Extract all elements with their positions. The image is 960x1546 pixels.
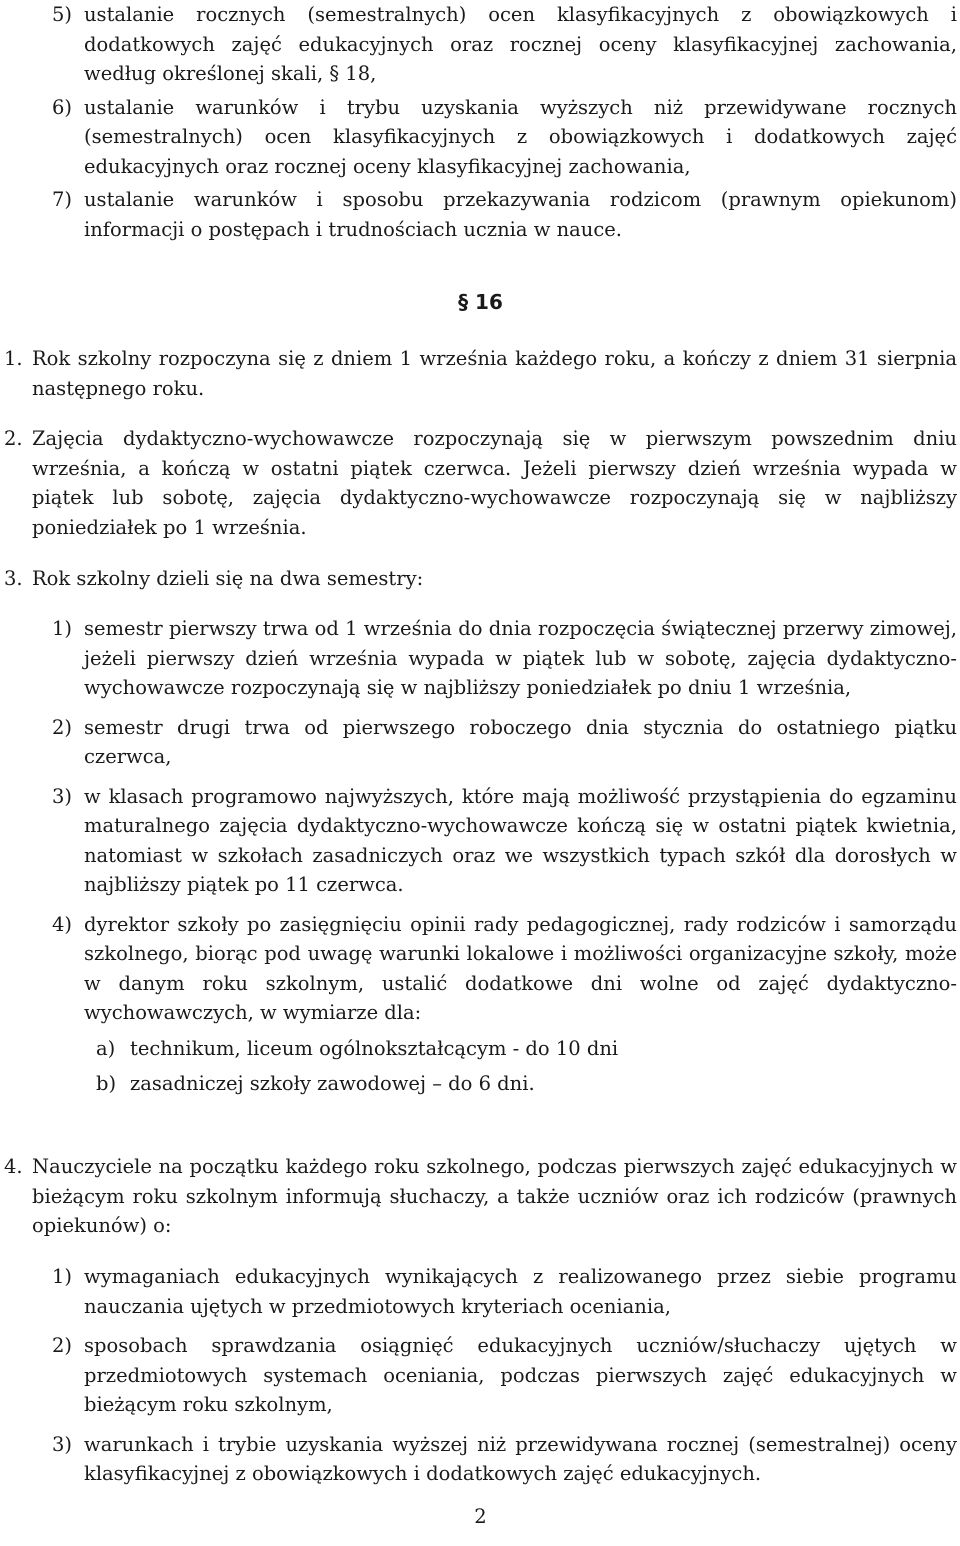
paragraph-text: Rok szkolny rozpoczyna się z dniem 1 września każdego roku, a kończy z dniem 31 sierpnia następnego roku.	[32, 347, 957, 400]
paragraph-number: 2.	[4, 427, 23, 450]
sub-list-item-text: technikum, liceum ogólnokształcącym - do 10 dni	[130, 1036, 619, 1060]
paragraph-1	[4, 344, 957, 403]
list-item-text: wymaganiach edukacyjnych wynikających z realizowanego przez siebie programu nauczania ujętych w przedmiotowych kryteriach oceniania,	[84, 1265, 957, 1318]
list-item-number: 1)	[52, 1265, 73, 1288]
list-item-text: ustalanie warunków i trybu uzyskania wyższych niż przewidywane rocznych (semestralnych) ocen klasyfikacyjnych z obowiązkowych i dodatkowych zajęć edukacyjnych oraz rocznej oceny klasyfikacyjnej zachowania,	[84, 95, 957, 178]
paragraph-3	[4, 564, 957, 594]
list-item-number: 2)	[52, 1334, 73, 1357]
paragraph-number: 4.	[4, 1155, 23, 1178]
list-item-number: 3)	[52, 784, 73, 808]
top-list	[4, 0, 957, 244]
sub-list-item-letter: b)	[96, 1072, 117, 1095]
paragraph-text: Rok szkolny dzieli się na dwa semestry:	[32, 567, 424, 590]
list-item	[4, 1262, 957, 1321]
list-item-number: 5)	[52, 3, 73, 26]
paragraph	[4, 424, 957, 542]
paragraph-2	[4, 424, 957, 542]
paragraph	[4, 1152, 957, 1241]
section-heading: § 16	[458, 290, 503, 314]
list-item-text: w klasach programowo najwyższych, które mają możliwość przystąpienia do egzaminu maturalnego zajęcia dydaktyczno-wychowawcze kończą się w ostatni piątek kwietnia, natomiast w szkołach zasadniczych oraz we wszystkich typach szkół dla dorosłych w najbliższy piątek po 11 czerwca.	[84, 784, 957, 896]
list-item-text: semestr drugi trwa od pierwszego roboczego dnia stycznia do ostatniego piątku czerwca,	[84, 715, 957, 768]
list-item	[4, 910, 957, 1028]
paragraph	[4, 344, 957, 403]
semester-list	[4, 614, 957, 1099]
list-item-number: 4)	[52, 912, 73, 936]
list-item-number: 7)	[52, 188, 73, 211]
sub-list-item	[4, 1069, 957, 1099]
list-item-number: 1)	[52, 617, 73, 640]
paragraph	[4, 564, 957, 594]
sub-list-item-text: zasadniczej szkoły zawodowej – do 6 dni.	[130, 1072, 535, 1095]
list-item	[4, 93, 957, 182]
list-item	[4, 1430, 957, 1489]
list-item-text: warunkach i trybie uzyskania wyższej niż przewidywana rocznej (semestralnej) oceny klasyfikacyjnej z obowiązkowych i dodatkowych zajęć edukacyjnych.	[84, 1432, 957, 1485]
list-item	[4, 782, 957, 900]
list-item-number: 6)	[52, 95, 73, 119]
page-number: 2	[474, 1505, 487, 1528]
paragraph-4	[4, 1152, 957, 1241]
list-item	[4, 185, 957, 244]
list-item-number: 2)	[52, 715, 73, 739]
list-item-text: sposobach sprawdzania osiągnięć edukacyjnych uczniów/słuchaczy ujętych w przedmiotowych systemach oceniania, podczas pierwszych zajęć edukacyjnych w bieżącym roku szkolnym,	[84, 1334, 957, 1416]
paragraph-number: 3.	[4, 567, 23, 590]
paragraph-text: Zajęcia dydaktyczno-wychowawcze rozpoczynają się w pierwszym powszednim dniu września, a kończą w ostatni piątek czerwca. Jeżeli pierwszy dzień września wypada w piątek lub sobotę, zajęcia dydaktyczno-wychowawcze rozpoczynają się w najbliższy poniedziałek po 1 września.	[32, 427, 957, 539]
sub-list-item	[4, 1034, 957, 1064]
list-item	[4, 614, 957, 703]
paragraph-number: 1.	[4, 347, 23, 370]
list-item	[4, 713, 957, 772]
list-item-text: semestr pierwszy trwa od 1 września do dnia rozpoczęcia świątecznej przerwy zimowej, jeżeli pierwszy dzień września wypada w piątek lub w sobotę, zajęcia dydaktyczno-wychowawcze rozpoczynają się w najbliższy poniedziałek po dniu 1 września,	[84, 617, 957, 699]
inform-list	[4, 1262, 957, 1489]
list-item-text: ustalanie warunków i sposobu przekazywania rodzicom (prawnym opiekunom) informacji o postępach i trudnościach ucznia w nauce.	[84, 188, 957, 241]
list-item	[4, 0, 957, 89]
list-item-text: dyrektor szkoły po zasięgnięciu opinii rady pedagogicznej, rady rodziców i samorządu szkolnego, biorąc pod uwagę warunki lokalowe i możliwości organizacyjne szkoły, może w danym roku szkolnym, ustalić dodatkowe dni wolne od zajęć dydaktyczno-wychowawczych, w wymiarze dla:	[84, 912, 957, 1024]
list-item-text: ustalanie rocznych (semestralnych) ocen klasyfikacyjnych z obowiązkowych i dodatkowych zajęć edukacyjnych oraz rocznej oceny klasyfikacyjnej zachowania, według określonej skali, § 18,	[84, 3, 957, 85]
list-item-number: 3)	[52, 1432, 73, 1456]
paragraph-text: Nauczyciele na początku każdego roku szkolnego, podczas pierwszych zajęć edukacyjnych w bieżącym roku szkolnym informują słuchaczy, a także uczniów oraz ich rodziców (prawnych opiekunów) o:	[32, 1155, 957, 1237]
sub-list-item-letter: a)	[96, 1036, 116, 1060]
list-item	[4, 1331, 957, 1420]
